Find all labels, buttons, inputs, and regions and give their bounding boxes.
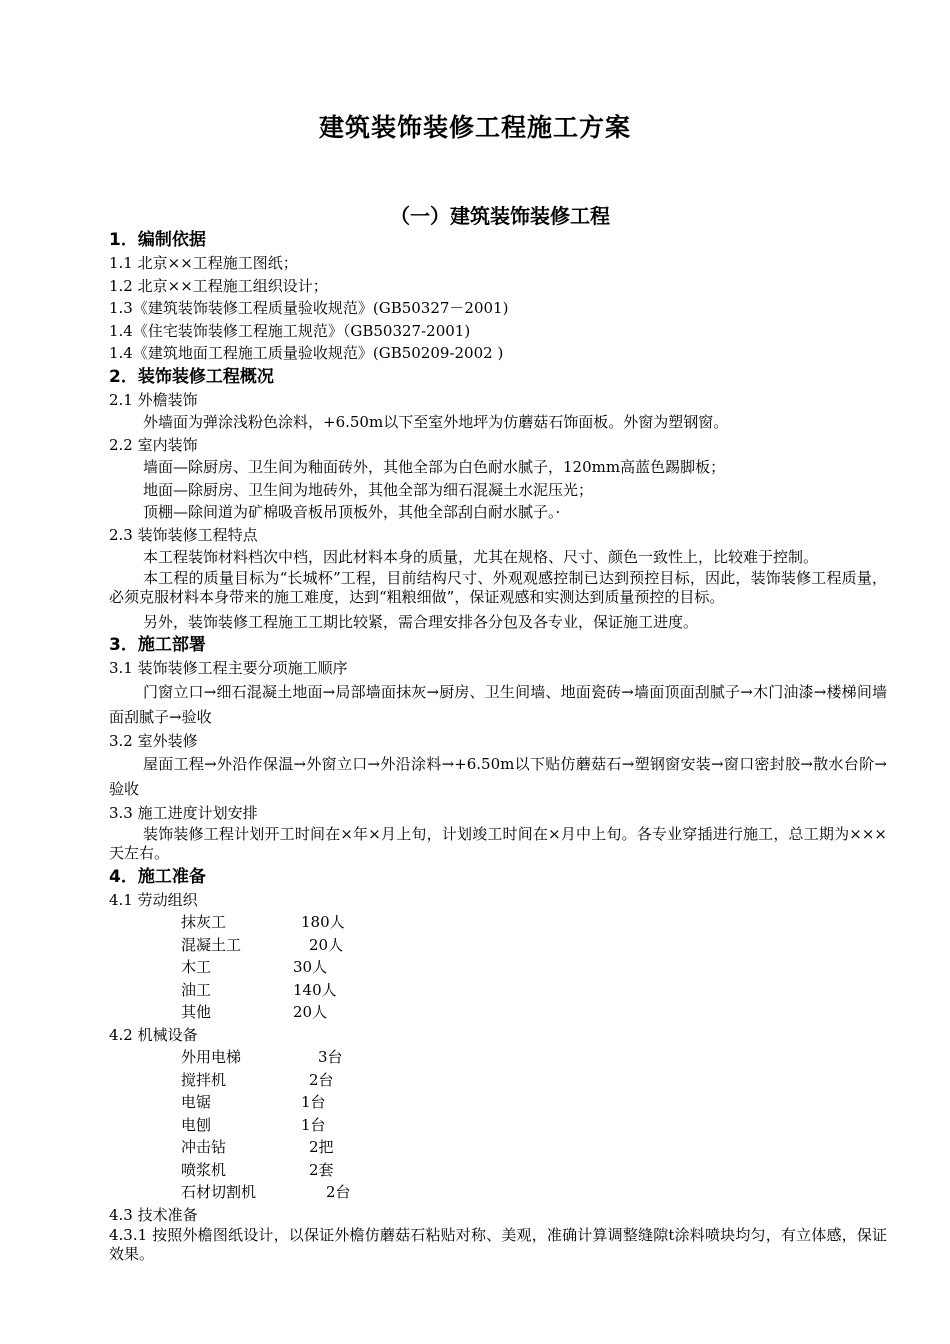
equipment-name: 搅拌机 bbox=[181, 1070, 227, 1089]
subsection-4-2: 4.2 机械设备 bbox=[109, 1025, 198, 1044]
subsection-3-3: 3.3 施工进度计划安排 bbox=[109, 804, 258, 822]
equipment-name: 喷浆机 bbox=[181, 1160, 227, 1179]
equipment-row bbox=[181, 1159, 887, 1182]
equipment-count: 3台 bbox=[318, 1048, 343, 1066]
equipment-count: 2把 bbox=[309, 1138, 334, 1156]
equipment-row bbox=[181, 1181, 887, 1204]
labor-name: 抹灰工 bbox=[181, 913, 227, 931]
section-4-heading: 4．施工准备 bbox=[109, 866, 206, 887]
equipment-row bbox=[181, 1114, 887, 1137]
paragraph-3-2: 屋面工程→外沿作保温→外窗立口→外沿涂料→+6.50m以下贴仿蘑菇石→塑钢窗安装→窗口密封胶→散水台阶→验收 bbox=[109, 755, 887, 798]
paragraph-2-2-walls: 墙面—除厨房、卫生间为釉面砖外，其他全部为白色耐水腻子，120mm高蓝色踢脚板； bbox=[143, 458, 726, 476]
paragraph-2-3-b: 本工程的质量目标为“长城杯”工程，目前结构尺寸、外观观感控制已达到预控目标，因此，装饰装修工程质量，必须克服材料本身带来的施工难度，达到“粗粮细做”，保证观感和实测达到质量预控的目标。 bbox=[109, 568, 887, 606]
paragraph-3-3: 装饰装修工程计划开工时间在×年×月上旬，计划竣工时间在×月中上旬。各专业穿插进行施工，总工期为×××天左右。 bbox=[109, 824, 887, 862]
equipment-row bbox=[181, 1069, 887, 1092]
labor-count: 30人 bbox=[293, 958, 328, 976]
subsection-3-1: 3.1 装饰装修工程主要分项施工顺序 bbox=[109, 659, 348, 677]
paragraph-2-1: 外墙面为弹涂浅粉色涂料，+6.50m以下至室外地坪为仿蘑菇石饰面板。外窗为塑钢窗。 bbox=[143, 413, 729, 431]
labor-row bbox=[181, 956, 887, 979]
equipment-name: 电锯 bbox=[181, 1093, 212, 1111]
subsection-2-3: 2.3 装饰装修工程特点 bbox=[109, 525, 258, 544]
equipment-count: 2套 bbox=[309, 1160, 334, 1179]
basis-item: 1.4《建筑地面工程施工质量验收规范》(GB50209-2002 ) bbox=[109, 344, 504, 362]
subsection-2-1: 2.1 外檐装饰 bbox=[109, 390, 198, 409]
labor-count: 20人 bbox=[309, 935, 344, 954]
equipment-row bbox=[181, 1136, 887, 1159]
paragraph-2-2-floors: 地面—除厨房、卫生间为地砖外，其他全部为细石混凝土水泥压光； bbox=[143, 480, 594, 499]
paragraph-2-2-ceilings: 顶棚—除间道为矿棉吸音板吊顶板外，其他全部刮白耐水腻子。· bbox=[143, 503, 561, 521]
subsection-2-2: 2.2 室内装饰 bbox=[109, 435, 198, 454]
document-body bbox=[109, 228, 887, 1264]
basis-item: 1.2 北京××工程施工组织设计； bbox=[109, 276, 328, 295]
equipment-name: 电刨 bbox=[181, 1115, 212, 1134]
labor-name: 油工 bbox=[181, 980, 212, 999]
document-subtitle: （一）建筑装饰装修工程 bbox=[390, 204, 610, 228]
basis-item: 1.3《建筑装饰装修工程质量验收规范》(GB50327－2001) bbox=[109, 299, 509, 317]
labor-name: 其他 bbox=[181, 1003, 212, 1021]
equipment-count: 1台 bbox=[301, 1115, 326, 1134]
paragraph-3-1: 门窗立口→细石混凝土地面→局部墙面抹灰→厨房、卫生间墙、地面瓷砖→墙面顶面刮腻子→木门油漆→楼梯间墙面刮腻子→验收 bbox=[109, 682, 887, 726]
section-2-heading: 2．装饰装修工程概况 bbox=[109, 366, 274, 387]
labor-row bbox=[181, 934, 887, 957]
equipment-table bbox=[181, 1046, 887, 1204]
equipment-row bbox=[181, 1046, 887, 1069]
basis-item: 1.4《住宅装饰装修工程施工规范》（GB50327-2001) bbox=[109, 321, 471, 340]
subsection-3-2: 3.2 室外装修 bbox=[109, 731, 198, 750]
equipment-name: 冲击钻 bbox=[181, 1138, 227, 1156]
paragraph-2-3-a: 本工程装饰材料档次中档，因此材料本身的质量，尤其在规格、尺寸、颜色一致性上，比较难于控制。 bbox=[143, 548, 819, 566]
equipment-name: 石材切割机 bbox=[181, 1183, 257, 1201]
paragraph-4-3-1: 4.3.1 按照外檐图纸设计，以保证外檐仿蘑菇石粘贴对称、美观，准确计算调整缝隙t涂料喷块均匀，有立体感，保证效果。 bbox=[109, 1226, 887, 1263]
equipment-count: 2台 bbox=[309, 1070, 334, 1089]
equipment-count: 1台 bbox=[301, 1093, 326, 1111]
equipment-count: 2台 bbox=[326, 1183, 351, 1201]
document-title: 建筑装饰装修工程施工方案 bbox=[318, 113, 631, 142]
labor-row bbox=[181, 979, 887, 1002]
basis-item: 1.1 北京××工程施工图纸； bbox=[109, 254, 298, 272]
section-3-heading: 3．施工部署 bbox=[109, 635, 206, 655]
labor-row bbox=[181, 1001, 887, 1024]
section-1-heading: 1．编制依据 bbox=[109, 230, 206, 250]
paragraph-2-3-c: 另外，装饰装修工程施工工期比较紧，需合理安排各分包及各专业，保证施工进度。 bbox=[143, 612, 699, 631]
labor-count: 20人 bbox=[293, 1003, 328, 1021]
labor-count: 140人 bbox=[293, 980, 337, 999]
labor-name: 混凝土工 bbox=[181, 935, 242, 954]
equipment-name: 外用电梯 bbox=[181, 1048, 242, 1066]
labor-count: 180人 bbox=[301, 913, 345, 931]
labor-table bbox=[181, 911, 887, 1024]
equipment-row bbox=[181, 1091, 887, 1114]
labor-row bbox=[181, 911, 887, 934]
labor-name: 木工 bbox=[181, 958, 212, 976]
subsection-4-1: 4.1 劳动组织 bbox=[109, 890, 198, 909]
subsection-4-3: 4.3 技术准备 bbox=[109, 1205, 198, 1224]
